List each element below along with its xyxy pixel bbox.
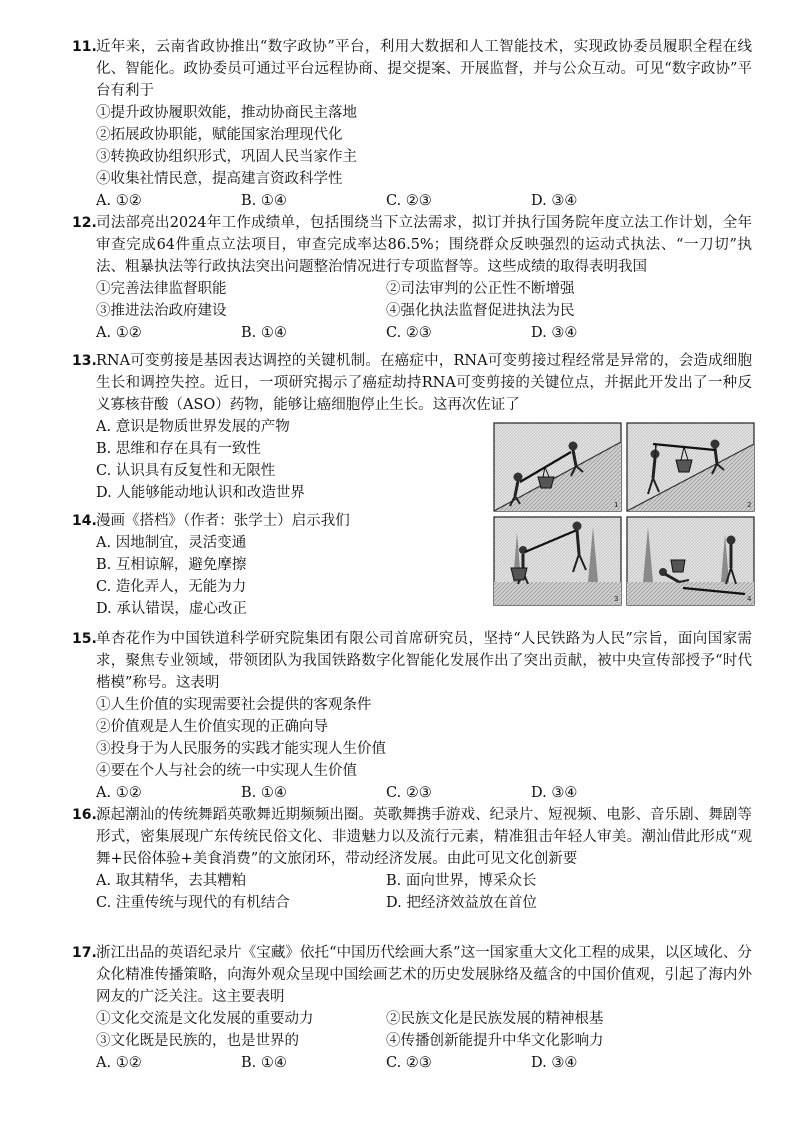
comic-panel-2 <box>627 423 754 511</box>
choice-d[interactable]: D. ③④ <box>531 1055 578 1071</box>
question-stem: 司法部亮出2024年工作成绩单，包括围绕当下立法需求，拟订并执行国务院年度立法工作计划，全年审查完成64件重点立法项目，审查完成率达86.5%；围绕群众反映强烈的运动式执法、“一刀切”执法、粗暴执法等行政执法突出问题整治情况进行专项监督等。这些成绩的取得表明我国 <box>96 215 752 275</box>
choice-d[interactable]: D. ③④ <box>531 325 578 341</box>
question-number: 13. <box>72 353 97 369</box>
question-number: 15. <box>72 631 97 647</box>
statement: ③推进法治政府建设 <box>96 303 227 319</box>
statement: ④传播创新能提升中华文化影响力 <box>386 1033 604 1049</box>
choices-row <box>72 322 752 344</box>
statement: ④强化执法监督促进执法为民 <box>386 303 575 319</box>
comic-partners <box>493 422 755 606</box>
question-number: 11. <box>72 39 97 55</box>
panel-number: 4 <box>747 595 752 603</box>
statement: ③文化既是民族的，也是世界的 <box>96 1033 299 1049</box>
choice-b[interactable]: B. ①④ <box>241 193 287 209</box>
question-11 <box>72 36 752 212</box>
choice-c[interactable]: C. ②③ <box>386 785 432 801</box>
choice-d[interactable]: D. 把经济效益放在首位 <box>386 895 537 911</box>
choice-c[interactable]: C. ②③ <box>386 325 432 341</box>
question-17 <box>72 942 752 1074</box>
statement: ②价值观是人生价值实现的正确向导 <box>96 719 328 735</box>
choice-d[interactable]: D. 人能够能动地认识和改造世界 <box>96 485 305 501</box>
choice-d[interactable]: D. 承认错误，虚心改正 <box>96 601 247 617</box>
choices-row <box>72 190 752 212</box>
statement: ①完善法律监督职能 <box>96 281 227 297</box>
statement: ①人生价值的实现需要社会提供的客观条件 <box>96 697 372 713</box>
choice-b[interactable]: B. ①④ <box>241 785 287 801</box>
statement: ①文化交流是文化发展的重要动力 <box>96 1011 314 1027</box>
choice-b[interactable]: B. 思维和存在具有一致性 <box>96 441 261 457</box>
choice-a[interactable]: A. 取其精华，去其糟粕 <box>96 873 247 889</box>
statement: ②民族文化是民族发展的精神根基 <box>386 1011 604 1027</box>
question-15 <box>72 628 752 804</box>
question-stem: 源起潮汕的传统舞蹈英歌舞近期频频出圈。英歌舞携手游戏、纪录片、短视频、电影、音乐剧、舞剧等形式，密集展现广东传统民俗文化、非遗魅力以及流行元素，精准狙击年轻人审美。潮汕借此形成“观舞+民俗体验+美食消费”的文旅闭环，带动经济发展。由此可见文化创新要 <box>96 807 752 867</box>
choice-d[interactable]: D. ③④ <box>531 785 578 801</box>
question-number: 16. <box>72 807 97 823</box>
choice-a[interactable]: A. 因地制宜，灵活变通 <box>96 535 247 551</box>
statement: ④要在个人与社会的统一中实现人生价值 <box>96 763 357 779</box>
choices-row <box>72 1052 752 1074</box>
choice-a[interactable]: A. ①② <box>96 785 142 801</box>
question-stem: 漫画《搭档》（作者：张学士）启示我们 <box>96 513 350 529</box>
comic-panel-4 <box>627 517 754 605</box>
panel-number: 1 <box>614 501 619 509</box>
choices-row <box>72 782 752 804</box>
choice-c[interactable]: C. ②③ <box>386 1055 432 1071</box>
question-14 <box>72 510 492 620</box>
question-stem: RNA可变剪接是基因表达调控的关键机制。在癌症中，RNA可变剪接过程经常是异常的，会造成细胞生长和调控失控。近日，一项研究揭示了癌症劫持RNA可变剪接的关键位点，并据此开发出了一种反义寡核苷酸（ASO）药物，能够让癌细胞停止生长。这再次佐证了 <box>96 353 752 413</box>
choice-a[interactable]: A. ①② <box>96 1055 142 1071</box>
choice-b[interactable]: B. ①④ <box>241 325 287 341</box>
statement: ③转换政协组织形式，巩固人民当家作主 <box>96 149 357 165</box>
choice-c[interactable]: C. 造化弄人，无能为力 <box>96 579 247 595</box>
choice-c[interactable]: C. 注重传统与现代的有机结合 <box>96 895 290 911</box>
choice-b[interactable]: B. 面向世界，博采众长 <box>386 873 537 889</box>
question-16 <box>72 804 752 914</box>
choice-c[interactable]: C. ②③ <box>386 193 432 209</box>
choice-b[interactable]: B. 互相谅解，避免摩擦 <box>96 557 247 573</box>
choice-c[interactable]: C. 认识具有反复性和无限性 <box>96 463 276 479</box>
question-number: 14. <box>72 513 97 529</box>
question-stem: 浙江出品的英语纪录片《宝藏》依托“中国历代绘画大系”这一国家重大文化工程的成果，以区域化、分众化精准传播策略，向海外观众呈现中国绘画艺术的历史发展脉络及蕴含的中国价值观，引起了海内外网友的广泛关注。这主要表明 <box>96 945 752 1005</box>
question-number: 12. <box>72 215 97 231</box>
question-stem: 单杏花作为中国铁道科学研究院集团有限公司首席研究员，坚持“人民铁路为人民”宗旨，面向国家需求，聚焦专业领域，带领团队为我国铁路数字化智能化发展作出了突出贡献，被中央宣传部授予“时代楷模”称号。这表明 <box>96 631 752 691</box>
question-stem: 近年来，云南省政协推出“数字政协”平台，利用大数据和人工智能技术，实现政协委员履职全程在线化、智能化。政协委员可通过平台远程协商、提交提案、开展监督，并与公众互动。可见“数字政协”平台有利于 <box>96 39 752 99</box>
choice-a[interactable]: A. 意识是物质世界发展的产物 <box>96 419 290 435</box>
statement: ②司法审判的公正性不断增强 <box>386 281 575 297</box>
comic-panel-3 <box>494 517 621 605</box>
comic-panel-1 <box>494 423 621 511</box>
question-12 <box>72 212 752 344</box>
choice-a[interactable]: A. ①② <box>96 193 142 209</box>
panel-number: 2 <box>747 501 752 509</box>
statement: ③投身于为人民服务的实践才能实现人生价值 <box>96 741 386 757</box>
statement: ④收集社情民意，提高建言资政科学性 <box>96 171 343 187</box>
question-number: 17. <box>72 945 97 961</box>
statement: ②拓展政协职能，赋能国家治理现代化 <box>96 127 343 143</box>
choice-d[interactable]: D. ③④ <box>531 193 578 209</box>
choice-b[interactable]: B. ①④ <box>241 1055 287 1071</box>
statement: ①提升政协履职效能，推动协商民主落地 <box>96 105 357 121</box>
choice-a[interactable]: A. ①② <box>96 325 142 341</box>
panel-number: 3 <box>614 595 619 603</box>
